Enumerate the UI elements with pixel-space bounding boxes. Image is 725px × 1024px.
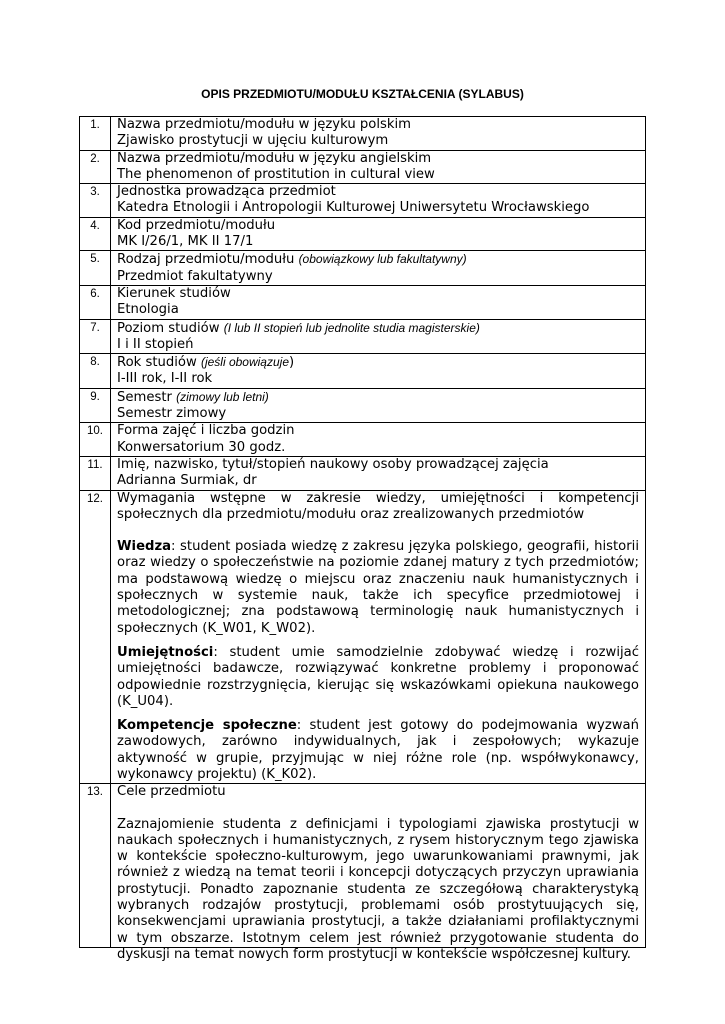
competences-text: : student jest gotowy do podejmowania wyzwań zawodowych, zarówno indywidualnych, jak i zespołowych; wykazuje aktywność w grupie, przyjmując w niej różne role (np. współwykonawcy, wykonawcy projektu) (K_K02). (117, 718, 639, 782)
row-number: 2. (80, 150, 111, 184)
syllabus-table (79, 116, 646, 962)
row-label-line (117, 320, 639, 337)
row-content (111, 319, 646, 354)
table-row (80, 319, 646, 354)
row-number: 10. (80, 423, 111, 457)
row-number: 6. (80, 285, 111, 319)
row-content (111, 217, 646, 251)
row-number: 4. (80, 217, 111, 251)
row-number: 12. (80, 490, 111, 784)
row-label: Imię, nazwisko, tytuł/stopień naukowy osoby prowadzącej zajęcia (117, 456, 549, 472)
table-row (80, 251, 646, 286)
row-label: Nazwa przedmiotu/modułu w języku angielskim (117, 150, 432, 166)
row-label-tail: ) (289, 355, 295, 371)
document-title: OPIS PRZEDMIOTU/MODUŁU KSZTAŁCENIA (SYLABUS) (201, 87, 524, 101)
row-content (111, 150, 646, 184)
row-value: Zjawisko prostytucji w ujęciu kulturowym (117, 133, 389, 149)
row-value: Adrianna Surmiak, dr (117, 473, 257, 489)
row-label: Kod przedmiotu/modułu (117, 217, 276, 233)
row-value: Konwersatorium 30 godz. (117, 439, 286, 455)
row-label-line (117, 354, 639, 371)
row-value: Katedra Etnologii i Antropologii Kulturowej Uniwersytetu Wrocławskiego (117, 200, 590, 216)
row-content (111, 354, 646, 389)
row-content (111, 388, 646, 423)
row-label: Rok studiów (117, 355, 201, 371)
row-value: I-III rok, I-II rok (117, 371, 213, 387)
row-value: The phenomenon of prostitution in cultural view (117, 166, 435, 182)
row-hint: (obowiązkowy lub fakultatywny) (298, 252, 467, 267)
row-number: 9. (80, 388, 111, 423)
row-content (111, 285, 646, 319)
row-content (111, 251, 646, 286)
competences-heading: Kompetencje społeczne (117, 718, 297, 734)
table-row (80, 184, 646, 218)
row-label: Nazwa przedmiotu/modułu w języku polskim (117, 117, 412, 132)
row-value: MK I/26/1, MK II 17/1 (117, 234, 254, 250)
row-label-line (117, 117, 639, 133)
row-label-line (117, 251, 639, 268)
row-label: Kierunek studiów (117, 285, 231, 301)
row-label-line (117, 218, 639, 234)
row-label: Wymagania wstępne w zakresie wiedzy, umiejętności i kompetencji społecznych dla przedmiotu/modułu oraz zrealizowanych przedmiotów (117, 490, 639, 522)
row-value: Etnologia (117, 302, 179, 318)
table-row (80, 388, 646, 423)
goals-text: Zaznajomienie studenta z definicjami i typologiami zjawiska prostytucji w naukach społecznych i humanistycznych, z rysem historycznym tego zjawiska w kontekście społeczno-kulturowym, jego uwarunkowaniami prawnymi, jak również z wiedzą na temat teorii i koncepcji dotyczących przyczyn uprawiania prostytucji. Ponadto zapoznanie studenta ze szczegółową charakterystyką wybranych rodzajów prostytucji, problemami osób prostytuujących się, konsekwencjami uprawiania prostytucji, a także działaniami profilaktycznymi w tym obszarze. Istotnym celem jest również przygotowanie studenta do dyskusji na temat nowych form prostytucji w kontekście współczesnej kultury. (117, 816, 639, 962)
skills-paragraph (117, 645, 639, 710)
table-row (80, 784, 646, 948)
table-row (80, 456, 646, 490)
skills-heading: Umiejętności (117, 644, 214, 660)
table-row (80, 285, 646, 319)
table-row (80, 354, 646, 389)
row-number: 5. (80, 251, 111, 286)
row-label: Forma zajęć i liczba godzin (117, 423, 295, 439)
table-row (80, 150, 646, 184)
row-number: 3. (80, 184, 111, 218)
row-number: 11. (80, 456, 111, 490)
row-number: 1. (80, 117, 111, 151)
row-number: 8. (80, 354, 111, 389)
row-label: Rodzaj przedmiotu/modułu (117, 252, 299, 268)
competences-paragraph (117, 718, 639, 783)
row-label-line (117, 184, 639, 200)
row-label-line (117, 457, 639, 473)
row-label-line (117, 423, 639, 439)
row-label: Poziom studiów (117, 320, 224, 336)
row-number: 13. (80, 784, 111, 948)
row-content (111, 490, 646, 784)
row-hint: (I lub II stopień lub jednolite studia magisterskie) (223, 320, 480, 335)
row-label-line (117, 151, 639, 167)
row-label-line (117, 389, 639, 406)
table-row (80, 117, 646, 151)
row-value: I i II stopień (117, 336, 194, 352)
table-row (80, 490, 646, 784)
row-content (111, 456, 646, 490)
row-label: Jednostka prowadząca przedmiot (117, 184, 336, 200)
row-content (111, 784, 646, 962)
row-content (111, 117, 646, 151)
table-row (80, 217, 646, 251)
row-content (111, 423, 646, 457)
knowledge-text: : student posiada wiedzę z zakresu języka polskiego, geografii, historii oraz wiedzy o społeczeństwie na poziomie zdanej matury z tych przedmiotów; ma podstawową wiedzę o miejscu oraz znaczeniu nauk humanistycznych i społecznych w systemie nauk, także ich specyfice przedmiotowej i metodologicznej; zna podstawową terminologię nauk humanistycznych i społecznych (K_W01, K_W02). (117, 539, 639, 636)
table-row (80, 423, 646, 457)
skills-text: : student umie samodzielnie zdobywać wiedzę i rozwijać umiejętności badawcze, rozwiązywać konkretne problemy i proponować odpowiednie rozstrzygnięcia, kierując się wskazówkami opiekuna naukowego (K_U04). (117, 644, 639, 709)
row-hint: (jeśli obowiązuje (200, 355, 289, 370)
row-label: Semestr (117, 389, 177, 405)
knowledge-heading: Wiedza (117, 539, 172, 555)
row-label-line (117, 286, 639, 302)
row-content (111, 184, 646, 218)
knowledge-paragraph (117, 539, 639, 637)
row-hint: (zimowy lub letni) (176, 389, 269, 404)
row-label: Cele przedmiotu (117, 784, 226, 800)
row-value: Przedmiot fakultatywny (117, 268, 273, 284)
row-value: Semestr zimowy (117, 406, 227, 422)
row-number: 7. (80, 319, 111, 354)
